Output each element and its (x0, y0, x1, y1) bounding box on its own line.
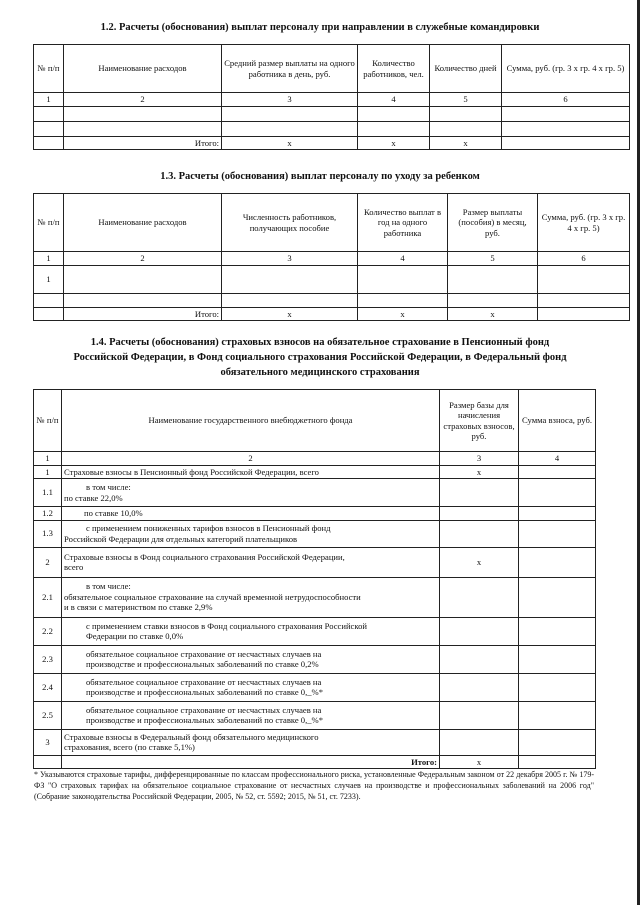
table-row (34, 701, 596, 729)
column-number: 4 (358, 93, 430, 107)
table-1-4 (33, 389, 596, 769)
row-number: 2.1 (34, 577, 62, 617)
x-mark: x (430, 136, 502, 150)
table-row (34, 121, 630, 136)
header-cell: Количество работников, чел. (358, 45, 430, 93)
row-label (62, 701, 440, 729)
row-mark: 1 (34, 265, 64, 293)
header-cell: Размер выплаты (пособия) в месяц, руб. (448, 194, 538, 252)
row-label: Страховые взносы в Пенсионный фонд Российской Федерации, всего (62, 465, 440, 479)
section-title-line: Российской Федерации, в Фонд социального страхования Российской Федерации, в Федеральный фонд (73, 352, 567, 363)
row-label (62, 547, 440, 577)
table-row (34, 507, 596, 521)
row-number: 2 (34, 547, 62, 577)
table-row (34, 547, 596, 577)
row-number: 2.4 (34, 673, 62, 701)
header-cell: Средний размер выплаты на одного работника в день, руб. (222, 45, 358, 93)
row-label-line: Страховые взносы в Фонд социального страхования Российской Федерации, (64, 551, 345, 562)
row-label-line: в том числе: (86, 482, 131, 492)
total-label: Итого: (64, 307, 222, 321)
column-number: 5 (430, 93, 502, 107)
row-label: по ставке 10,0% (62, 507, 440, 521)
x-mark: x (222, 136, 358, 150)
table-row (34, 520, 596, 547)
section-1-2-title: 1.2. Расчеты (обоснования) выплат персоналу при направлении в служебные командировки (100, 22, 540, 33)
row-number: 1.2 (34, 507, 62, 521)
x-mark: x (358, 136, 430, 150)
row-label-line: обязательное социальное страхование на случай временной нетрудоспособности (64, 591, 361, 602)
row-label-line: страхования, всего (по ставке 5,1%) (64, 742, 195, 752)
section-title-line: 1.4. Расчеты (обоснования) страховых взносов на обязательное страхование в Пенсионный фонд (90, 337, 550, 348)
header-cell: Наименование расходов (64, 194, 222, 252)
header-cell: Количество выплат в год на одного работника (358, 194, 448, 252)
x-mark: x (440, 547, 519, 577)
header-cell: Наименование государственного внебюджетного фонда (62, 390, 440, 452)
column-number: 2 (64, 93, 222, 107)
column-number: 4 (519, 452, 596, 466)
table-row (34, 479, 596, 507)
row-label-line: обязательное социальное страхование от несчастных случаев на (86, 704, 322, 715)
header-cell: Наименование расходов (64, 45, 222, 93)
row-number: 2.5 (34, 701, 62, 729)
row-label (62, 577, 440, 617)
column-number: 6 (502, 93, 630, 107)
x-mark: x (222, 307, 358, 321)
column-number: 3 (440, 452, 519, 466)
row-number: 3 (34, 729, 62, 755)
column-number-row (34, 452, 596, 466)
total-row (34, 755, 596, 769)
table-row (34, 577, 596, 617)
row-label-line: Страховые взносы в Федеральный фонд обязательного медицинского (64, 731, 319, 742)
row-number: 1.3 (34, 520, 62, 547)
column-number-row (34, 93, 630, 107)
column-number: 1 (34, 452, 62, 466)
total-label: Итого: (64, 136, 222, 150)
row-label (62, 729, 440, 755)
header-cell: Численность работников, получающих пособие (222, 194, 358, 252)
section-1-4-title (14, 335, 626, 380)
column-number: 5 (448, 252, 538, 266)
table-row (34, 106, 630, 121)
row-number: 1.1 (34, 479, 62, 507)
header-cell: № п/п (34, 45, 64, 93)
row-label-line: обязательное социальное страхование от несчастных случаев на (86, 648, 322, 659)
row-label (62, 479, 440, 507)
column-number: 3 (222, 252, 358, 266)
table-1-2 (33, 44, 630, 150)
row-label-line: в том числе: (86, 581, 131, 592)
table-header-row (34, 194, 630, 252)
row-label-line: Федерации по ставке 0,0% (86, 631, 184, 641)
total-row (34, 136, 630, 150)
total-label: Итого: (62, 755, 440, 769)
table-row (34, 293, 630, 307)
table-row (34, 465, 596, 479)
row-label (62, 645, 440, 673)
row-label-line: Российской Федерации для отдельных категорий плательщиков (64, 533, 298, 544)
header-cell: Количество дней (430, 45, 502, 93)
section-1-3-title: 1.3. Расчеты (обоснования) выплат персоналу по уходу за ребенком (160, 171, 480, 182)
table-row (34, 673, 596, 701)
column-number: 2 (62, 452, 440, 466)
header-cell: № п/п (34, 390, 62, 452)
row-label (62, 520, 440, 547)
table-row (34, 265, 630, 293)
row-label (62, 617, 440, 645)
column-number: 2 (64, 252, 222, 266)
table-1-3 (33, 193, 630, 321)
row-number: 1 (34, 465, 62, 479)
row-label-line: всего (64, 562, 84, 572)
x-mark: x (448, 307, 538, 321)
table-row (34, 729, 596, 755)
column-number: 6 (538, 252, 630, 266)
row-label-line: производстве и профессиональных заболеваний по ставке 0,2% (86, 659, 319, 669)
row-number: 2.2 (34, 617, 62, 645)
row-label-line: с применением пониженных тарифов взносов в Пенсионный фонд (86, 523, 331, 533)
header-cell: Сумма, руб. (гр. 3 x гр. 4 x гр. 5) (538, 194, 630, 252)
x-mark: x (358, 307, 448, 321)
table-header-row (34, 45, 630, 93)
row-label-line: производстве и профессиональных заболеваний по ставке 0,_%* (86, 715, 324, 725)
column-number: 4 (358, 252, 448, 266)
column-number: 1 (34, 252, 64, 266)
row-label-line: обязательное социальное страхование от несчастных случаев на (86, 676, 322, 687)
row-label-line: по ставке 22,0% (64, 492, 123, 503)
row-label-line: производстве и профессиональных заболеваний по ставке 0,_%* (86, 687, 324, 697)
header-cell: Сумма, руб. (гр. 3 x гр. 4 x гр. 5) (502, 45, 630, 93)
column-number: 3 (222, 93, 358, 107)
total-row (34, 307, 630, 321)
x-mark: x (440, 465, 519, 479)
section-title-line: обязательного медицинского страхования (220, 367, 420, 378)
row-label-line: и в связи с материнством по ставке 2,9% (64, 602, 213, 613)
header-cell: Размер базы для начисления страховых взносов, руб. (440, 390, 519, 452)
column-number: 1 (34, 93, 64, 107)
x-mark: x (440, 755, 519, 769)
table-row (34, 645, 596, 673)
header-cell: Сумма взноса, руб. (519, 390, 596, 452)
header-cell: № п/п (34, 194, 64, 252)
table-row (34, 617, 596, 645)
footnote: * Указываются страховые тарифы, дифференцированные по классам профессионального риска, установленные Федеральным законом от 22 декабря 2005 г. № 179-ФЗ "О страховых тарифах на обязательное социальное страхование от несчастных случаев на производстве и профессиональных заболеваний на 2006 год" (Собрание законодательства Российской Федерации, 2005, № 52, ст. 5592; 2015, № 51, ст. 7233). (34, 770, 594, 801)
row-label-line: с применением ставки взносов в Фонд социального страхования Российской (86, 620, 368, 631)
row-number: 2.3 (34, 645, 62, 673)
row-label (62, 673, 440, 701)
column-number-row (34, 252, 630, 266)
table-header-row (34, 390, 596, 452)
